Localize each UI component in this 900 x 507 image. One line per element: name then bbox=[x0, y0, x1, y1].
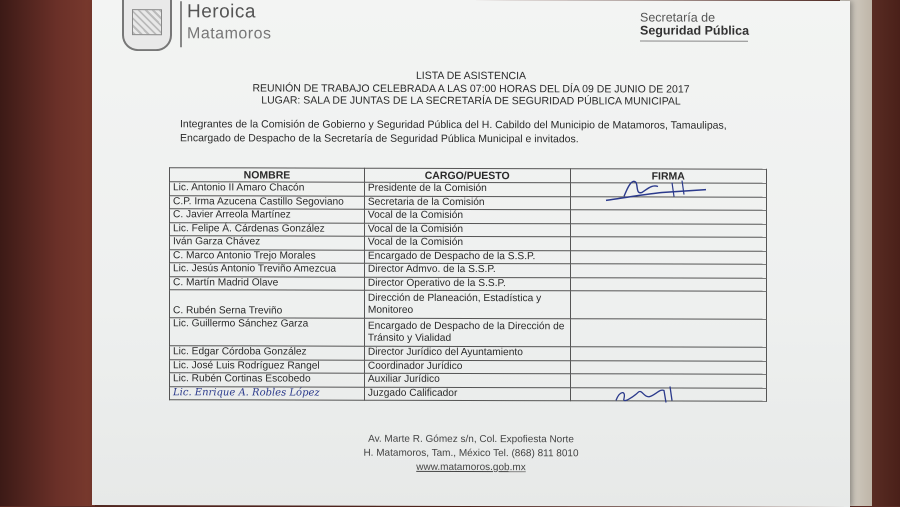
intro-line2: Encargado de Despacho de la Secretaría de Seguridad Pública Municipal e invitados. bbox=[180, 132, 579, 146]
row-role: Director Jurídico del Ayuntamiento bbox=[364, 346, 570, 360]
crest-shield bbox=[132, 9, 162, 35]
department-line1: Secretaría de bbox=[640, 10, 716, 25]
row-name: C. Martín Madrid Olave bbox=[170, 276, 365, 290]
background-left bbox=[0, 0, 95, 506]
row-signature bbox=[570, 291, 766, 320]
row-name: Iván Garza Chávez bbox=[170, 236, 365, 250]
header-cargo: CARGO/PUESTO bbox=[364, 168, 570, 183]
logo-subtitle: Matamoros bbox=[187, 25, 272, 43]
row-role: Secretaria de la Comisión bbox=[364, 196, 570, 210]
footer-website-link[interactable]: www.matamoros.gob.mx bbox=[416, 461, 526, 474]
signature-scribble-2-icon bbox=[612, 384, 682, 406]
table-row bbox=[170, 222, 767, 237]
row-name: Lic. Rubén Cortinas Escobedo bbox=[170, 373, 365, 387]
document-title: LISTA DE ASISTENCIA bbox=[415, 69, 527, 83]
row-name: Lic. Felipe Á. Cárdenas González bbox=[170, 222, 365, 236]
row-role: Dirección de Planeación, Estadística y Monitoreo bbox=[364, 290, 570, 319]
row-signature bbox=[570, 277, 766, 291]
row-name: C. Javier Arreola Martínez bbox=[170, 209, 365, 223]
footer-address1: Av. Marte R. Gómez s/n, Col. Expofiesta Norte bbox=[368, 433, 574, 446]
row-name: Lic. José Luis Rodríguez Rangel bbox=[170, 359, 365, 373]
row-signature bbox=[570, 210, 766, 224]
footer-address2: H. Matamoros, Tam., México Tel. (868) 811 8010 bbox=[363, 447, 579, 460]
footer-website-wrap bbox=[92, 461, 850, 474]
table-row bbox=[170, 290, 767, 320]
header-firma: FIRMA bbox=[570, 169, 766, 184]
department-line2: Seguridad Pública bbox=[640, 23, 750, 38]
row-signature bbox=[570, 360, 766, 374]
table-row bbox=[170, 236, 767, 251]
logo-separator bbox=[180, 1, 182, 47]
row-name: Lic. Guillermo Sánchez Garza bbox=[170, 318, 365, 347]
row-signature bbox=[570, 223, 766, 237]
row-role: Director Admvo. de la S.S.P. bbox=[364, 263, 570, 277]
row-role: Vocal de la Comisión bbox=[364, 223, 570, 237]
row-name: Lic. Antonio II Amaro Chacón bbox=[170, 182, 365, 196]
table-row bbox=[170, 318, 767, 348]
document-page bbox=[92, 0, 850, 507]
table-row bbox=[170, 209, 767, 224]
row-signature bbox=[570, 347, 766, 361]
signature-scribble-1-icon bbox=[602, 172, 712, 206]
row-name: Lic. Jesús Antonio Treviño Amezcua bbox=[170, 263, 365, 277]
table-row bbox=[170, 359, 767, 374]
row-role: Presidente de la Comisión bbox=[364, 182, 570, 196]
row-role: Encargado de Despacho de la Dirección de Tránsito y Vialidad bbox=[364, 318, 570, 347]
row-name: C. Marco Antonio Trejo Morales bbox=[170, 249, 365, 263]
row-signature bbox=[570, 264, 766, 278]
row-name-handwritten: Lic. Enrique A. Robles López bbox=[170, 386, 365, 400]
row-role: Juzgado Calificador bbox=[364, 387, 570, 401]
row-role: Auxiliar Jurídico bbox=[364, 373, 570, 387]
row-role: Coordinador Jurídico bbox=[364, 360, 570, 374]
row-role: Vocal de la Comisión bbox=[364, 209, 570, 223]
row-signature bbox=[570, 237, 766, 251]
department-underline bbox=[640, 40, 748, 41]
municipal-crest-icon bbox=[122, 0, 172, 51]
intro-line1: Integrantes de la Comisión de Gobierno y Seguridad Pública del H. Cabildo del Municipio de Matamoros, Tamaulipas, bbox=[180, 118, 727, 132]
document-subtitle: REUNIÓN DE TRABAJO CELEBRADA A LAS 07:00 HORAS DEL DÍA 09 DE JUNIO DE 2017 bbox=[252, 82, 690, 96]
row-signature bbox=[570, 250, 766, 264]
header-nombre: NOMBRE bbox=[170, 168, 365, 183]
table-row bbox=[170, 249, 767, 264]
row-name: C. Rubén Serna Treviño bbox=[170, 290, 365, 319]
table-row bbox=[170, 346, 767, 361]
row-role: Encargado de Despacho de la S.S.P. bbox=[364, 250, 570, 264]
document-location: LUGAR: SALA DE JUNTAS DE LA SECRETARÍA DE SEGURIDAD PÚBLICA MUNICIPAL bbox=[261, 94, 681, 108]
table-row bbox=[170, 263, 767, 278]
logo-title: Heroica bbox=[187, 1, 256, 23]
row-role: Director Operativo de la S.S.P. bbox=[364, 277, 570, 291]
table-row bbox=[170, 276, 767, 291]
row-name: Lic. Edgar Córdoba González bbox=[170, 346, 365, 360]
row-name: C.P. Irma Azucena Castillo Segoviano bbox=[170, 195, 365, 209]
row-role: Vocal de la Comisión bbox=[364, 236, 570, 250]
row-signature bbox=[570, 319, 766, 348]
